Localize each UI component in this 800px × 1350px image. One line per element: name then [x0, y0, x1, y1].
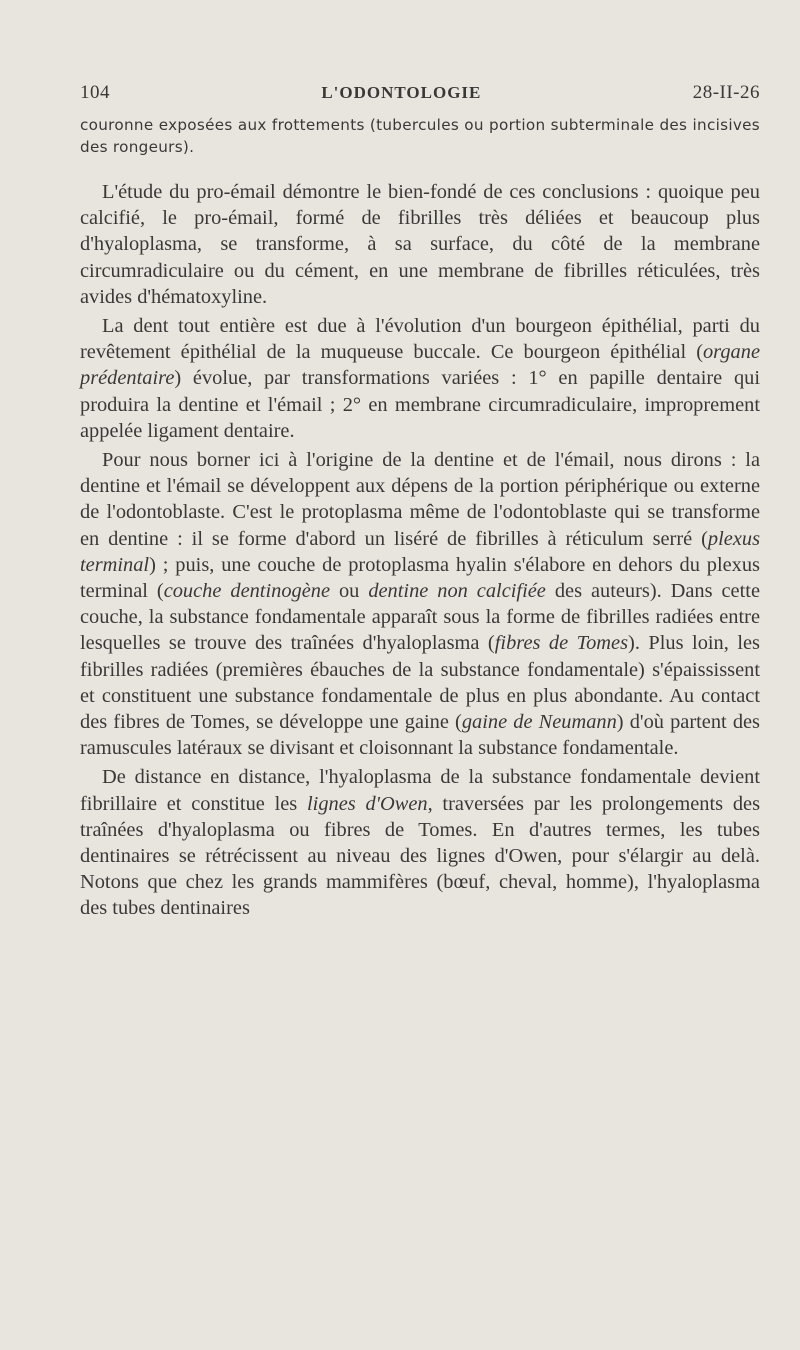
paragraph [80, 179, 760, 310]
text-run: La dent tout entière est due à l'évolution d'un bourgeon épithélial, parti du revêtement épithélial de la muqueuse buccale. Ce bourgeon épithélial ( [80, 315, 760, 364]
text-run: Pour nous borner ici à l'origine de la dentine et de l'émail, nous dirons : la dentine et l'émail se développent aux dépens de la portion périphérique ou externe de l'odontoblaste. C'est le protoplasma même de l'odontoblaste qui se transforme en dentine : il se forme d'abord un liséré de fibrilles à réticulum serré ( [80, 449, 760, 550]
italic-term: organe prédentaire [80, 341, 760, 390]
journal-title: L'ODONTOLOGIE [321, 83, 482, 102]
body-text [80, 179, 760, 922]
intro-text: couronne exposées aux frottements (tubercules ou portion subterminale des incisives des rongeurs). [80, 116, 760, 156]
page-number: 104 [80, 82, 110, 103]
text-run: ou [330, 580, 369, 603]
text-run: ) évolue, par transformations variées : 1° en papille dentaire qui produira la dentine et l'émail ; 2° en membrane circumradiculaire, improprement appelée ligament dentaire. [80, 367, 760, 442]
text-run: , traversées par les prolongements des traînées d'hyaloplasma ou fibres de Tomes. En d'autres termes, les tubes dentinaires se rétrécissent au niveau des lignes d'Owen, pour s'élargir au delà. Notons que chez les grands mammifères (bœuf, cheval, homme), l'hyaloplasma des tubes dentinaires [80, 792, 760, 920]
text-run: des auteurs). Dans cette couche, la substance fondamentale apparaît sous la forme de fibrilles radiées entre lesquelles se trouve des traînées d'hyaloplasma ( [80, 580, 760, 655]
italic-term: lignes d'Owen [306, 792, 428, 815]
italic-term: couche dentinogène [163, 580, 331, 603]
italic-term: fibres de Tomes [494, 632, 629, 655]
issue-date: 28-II-26 [692, 82, 760, 103]
page-header [80, 82, 760, 110]
text-run: L'étude du pro-émail démontre le bien-fondé de ces conclusions : quoique peu calcifié, le pro-émail, formé de fibrilles très déliées et beaucoup plus d'hyaloplasma, se transforme, à sa surface, du côté de la membrane circumradiculaire ou du cément, en une membrane de fibrilles réticulées, très avides d'hématoxyline. [80, 181, 760, 308]
italic-term: gaine de Neumann [461, 711, 617, 734]
text-run: ). Plus loin, les fibrilles radiées (premières ébauches de la substance fondamentale) s'épaississent et constituent une substance fondamentale de plus en plus abondante. Au contact des fibres de Tomes, se développe une gaine ( [80, 632, 760, 734]
paragraph [80, 313, 760, 444]
text-run: ) d'où partent des ramuscules latéraux se divisant et cloisonnant la substance fondamentale. [80, 711, 760, 760]
italic-term: plexus terminal [80, 527, 760, 576]
text-run: De distance en distance, l'hyaloplasma de la substance fondamentale devient fibrillaire et constitue les [80, 766, 760, 815]
paragraph [80, 764, 760, 921]
text-run: ) ; puis, une couche de protoplasma hyalin s'élabore en dehors du plexus terminal ( [80, 553, 760, 603]
paragraph [80, 447, 760, 761]
italic-term: dentine non calcifiée [368, 580, 546, 603]
